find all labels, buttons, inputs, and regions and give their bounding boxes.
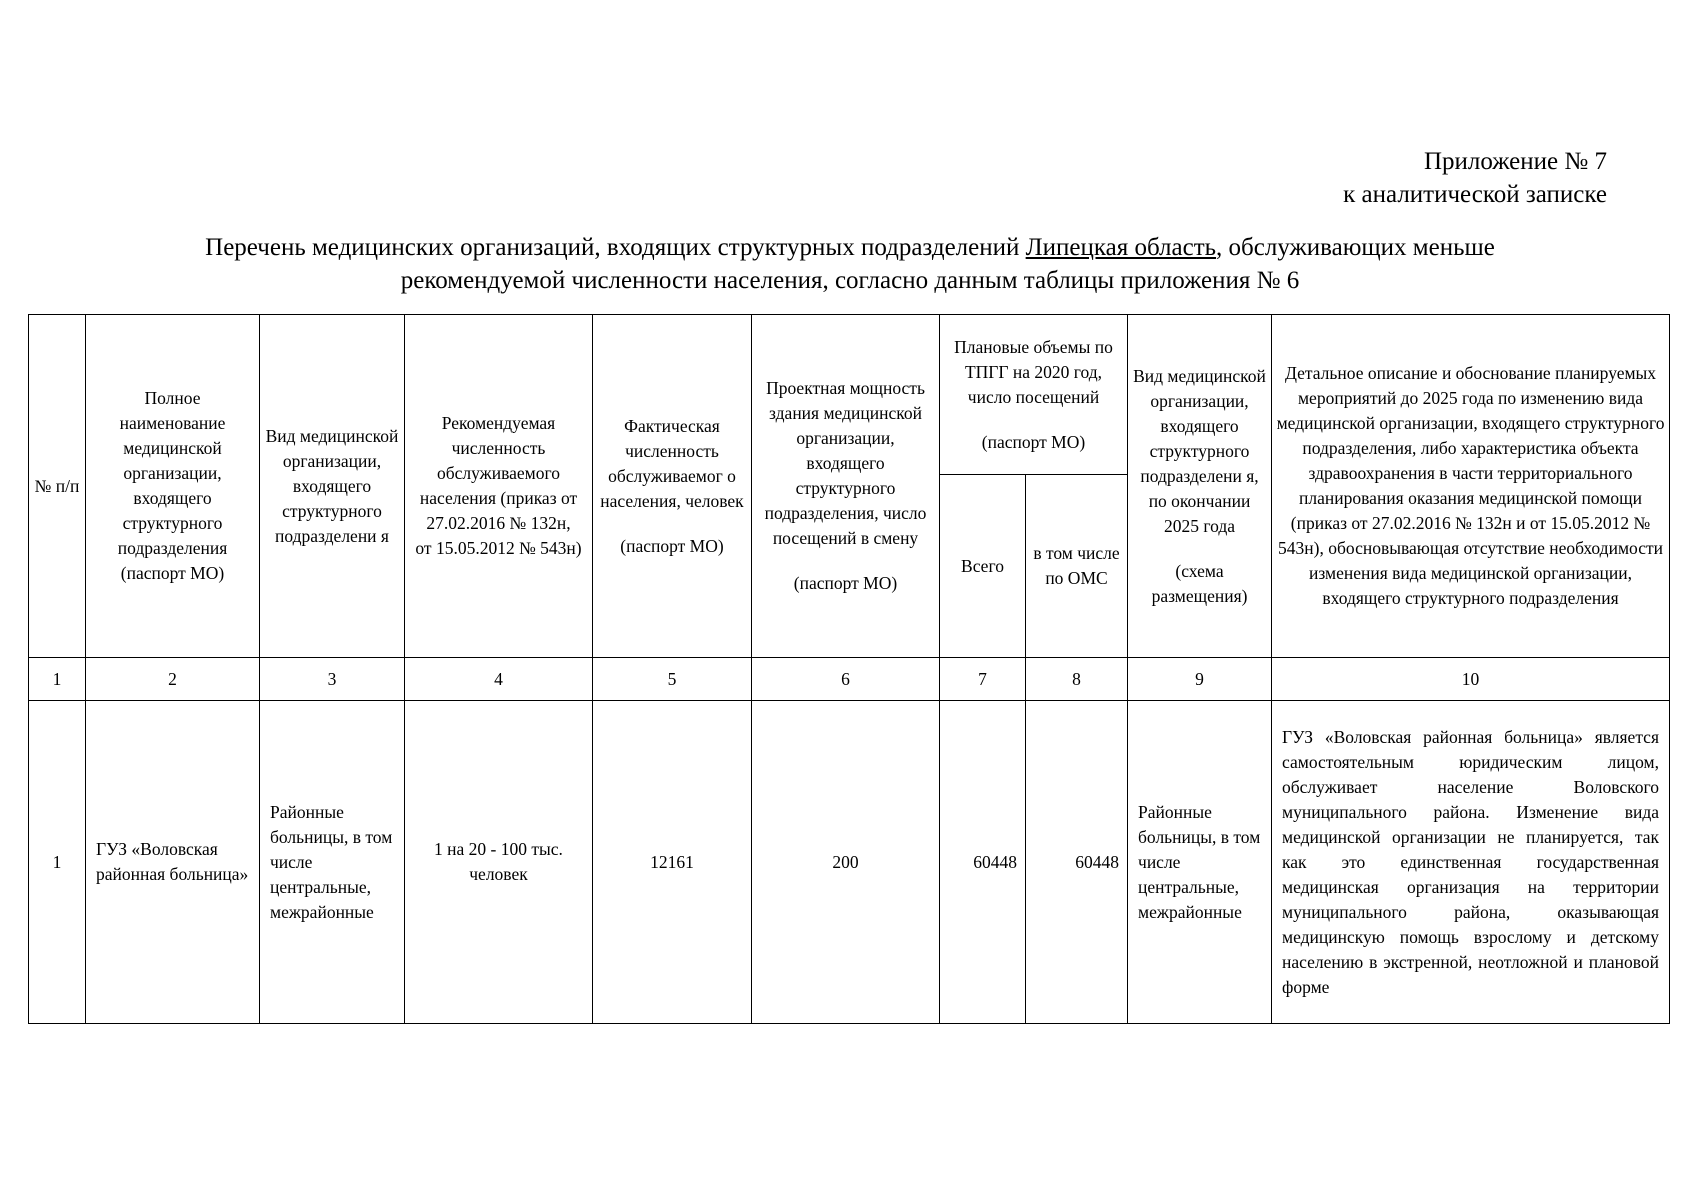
header-actual-main: Фактическая численность обслуживаемог о населения, человек	[600, 415, 744, 511]
header-description: Детальное описание и обоснование планируемых мероприятий до 2025 года по изменению вида медицинской организации, входящего структурного подразделения, либо характеристика объекта здравоохранения в части территориального планирования оказания медицинской помощи (приказ от 27.02.2016 № 132н и от 15.05.2012 № 543н), обосновывающая отсутствие необходимости изменения вида медицинской организации, входящего структурного подразделения	[1272, 315, 1670, 658]
title-line-1	[60, 231, 1640, 264]
title-prefix: Перечень медицинских организаций, входящих структурных подразделений	[205, 234, 1026, 261]
header-oms: в том числе по ОМС	[1026, 475, 1128, 658]
title-region: Липецкая область	[1025, 234, 1217, 261]
column-number: 9	[1128, 658, 1272, 701]
appendix-number: Приложение № 7	[1423, 148, 1607, 175]
column-number-row	[29, 658, 1670, 701]
column-number: 4	[405, 658, 593, 701]
organizations-table	[28, 314, 1670, 1024]
header-org-type: Вид медицинской организации, входящего структурного подразделени я	[260, 315, 405, 658]
header-number: № п/п	[29, 315, 86, 658]
column-number: 2	[86, 658, 260, 701]
title-suffix: , обслуживающих меньше	[1216, 234, 1495, 261]
column-number: 7	[940, 658, 1026, 701]
table-header-row	[29, 315, 1670, 475]
column-number: 10	[1272, 658, 1670, 701]
column-number: 1	[29, 658, 86, 701]
column-number: 6	[752, 658, 940, 701]
document-title	[60, 231, 1640, 297]
appendix-caption	[1343, 145, 1607, 211]
row-type-2025: Районные больницы, в том числе центральные, межрайонные	[1128, 701, 1272, 1024]
header-planned-spacer	[944, 410, 1123, 430]
title-line-2: рекомендуемой численности населения, согласно данным таблицы приложения № 6	[400, 267, 1300, 294]
column-number: 3	[260, 658, 405, 701]
header-actual-spacer	[597, 514, 747, 534]
header-capacity-note: (паспорт МО)	[793, 573, 898, 593]
row-description: ГУЗ «Воловская районная больница» является самостоятельным юридическим лицом, обслуживает население Воловского муниципального района. Изменение вида медицинской организации не планируется, так как это единственная государственная медицинская организация на территории муниципального района, оказывающая медицинскую помощь взрослому и детскому населению в экстренной, неотложной и плановой форме	[1272, 701, 1670, 1024]
header-total: Всего	[940, 475, 1026, 658]
header-capacity-spacer	[756, 551, 935, 571]
row-actual-population: 12161	[593, 701, 752, 1024]
table-row	[29, 701, 1670, 1024]
row-capacity: 200	[752, 701, 940, 1024]
header-type-2025-note: (схема размещения)	[1151, 560, 1248, 606]
header-recommended-population	[405, 315, 593, 658]
header-planned-main: Плановые объемы по ТПГГ на 2020 год, число посещений	[954, 336, 1113, 407]
header-capacity	[752, 315, 940, 658]
header-actual-note: (паспорт МО)	[620, 535, 724, 556]
header-planned-volumes	[940, 315, 1128, 475]
row-oms-visits: 60448	[1026, 701, 1128, 1024]
row-org-type: Районные больницы, в том числе центральные, межрайонные	[260, 701, 405, 1024]
row-recommended-population: 1 на 20 - 100 тыс. человек	[405, 701, 593, 1024]
header-type-2025-main: Вид медицинской организации, входящего структурного подразделени я, по окончании 2025 года	[1133, 365, 1266, 536]
header-actual-population	[593, 315, 752, 658]
column-number: 5	[593, 658, 752, 701]
header-type-2025	[1128, 315, 1272, 658]
header-capacity-main: Проектная мощность здания медицинской организации, входящего структурного подразделения, число посещений в смену	[764, 378, 927, 548]
row-total-visits: 60448	[940, 701, 1026, 1024]
column-number: 8	[1026, 658, 1128, 701]
row-number: 1	[29, 701, 86, 1024]
header-recommended-main: Рекомендуемая численность обслуживаемого населения (приказ от 27.02.2016 № 132н,	[419, 413, 578, 533]
header-recommended-tail: от 15.05.2012 № 543н)	[415, 538, 582, 558]
header-org-name: Полное наименование медицинской организации, входящего структурного подразделения (паспорт МО)	[86, 315, 260, 658]
header-type-2025-spacer	[1132, 539, 1267, 559]
row-org-name: ГУЗ «Воловская районная больница»	[86, 701, 260, 1024]
appendix-reference: к аналитической записке	[1343, 181, 1607, 208]
header-planned-note: (паспорт МО)	[981, 431, 1086, 452]
